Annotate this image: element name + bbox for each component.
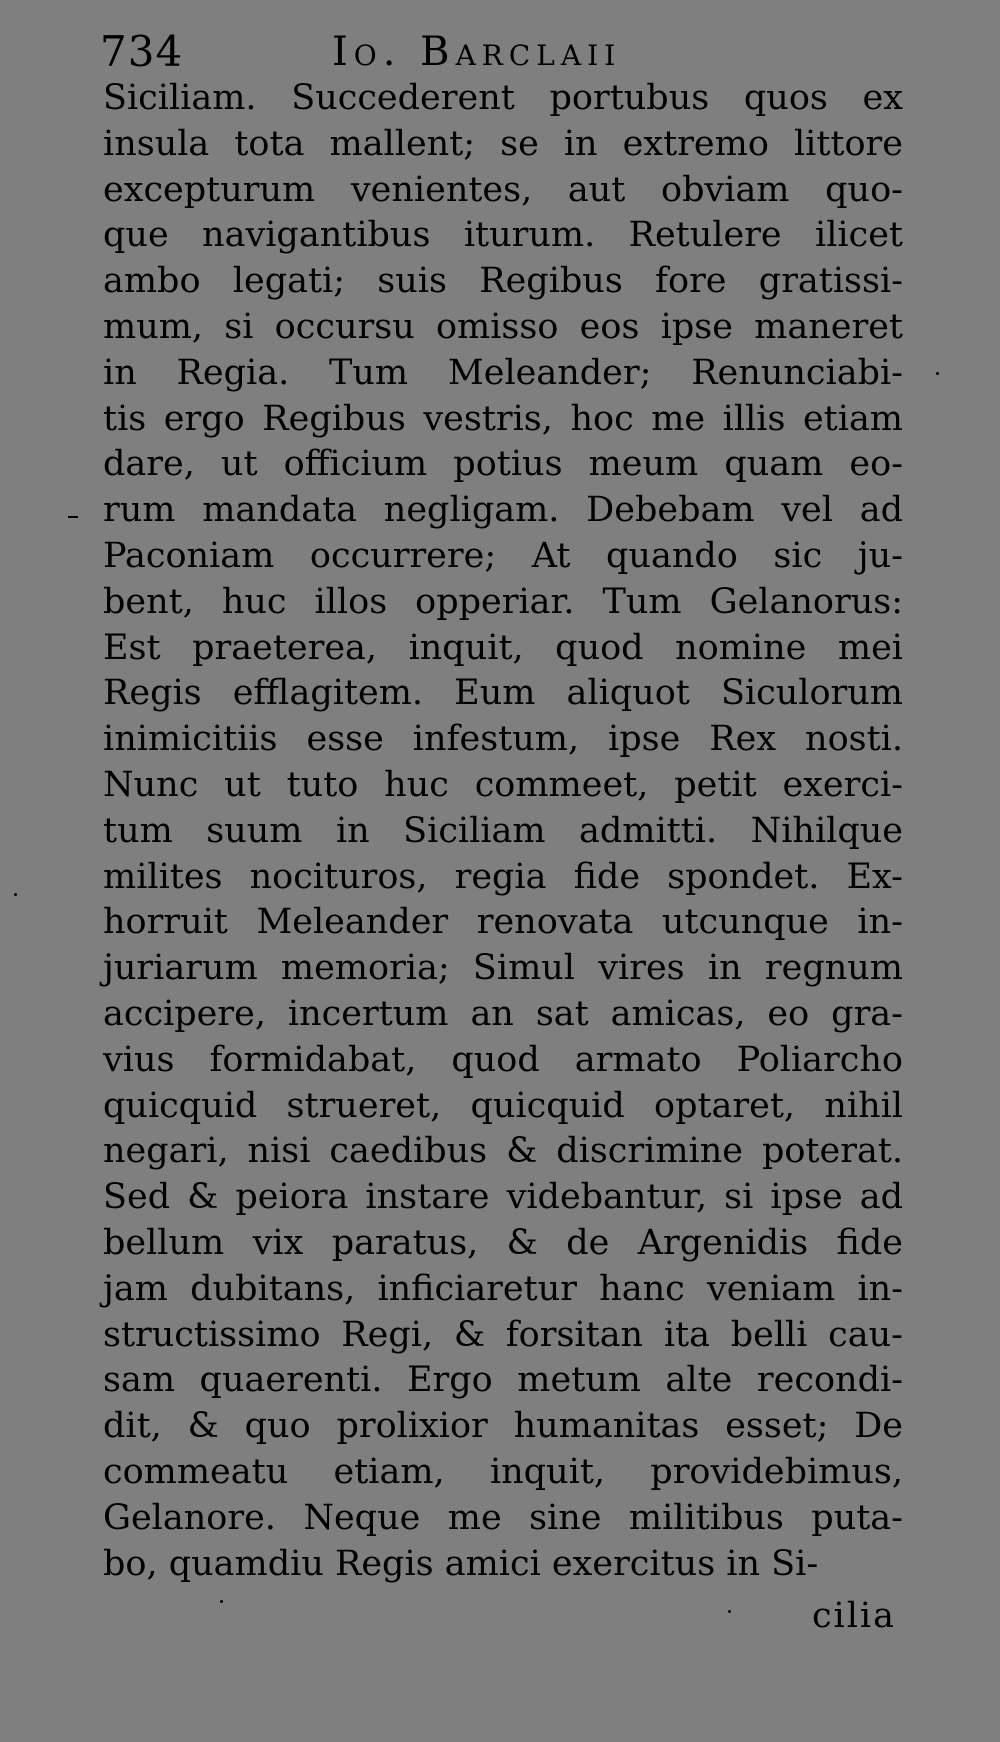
text-line: rum mandata negligam. Debebam vel ad	[103, 490, 903, 531]
body-text	[103, 76, 903, 1587]
page-header	[100, 22, 900, 82]
text-line: Sed & peiora instare videbantur, si ipse ad	[103, 1177, 903, 1218]
text-line: bent, huc illos opperiar. Tum Gelanorus:	[103, 581, 903, 622]
catchword: cilia	[811, 1596, 896, 1636]
text-line: dit, & quo prolixior humanitas esset; De	[103, 1406, 903, 1447]
text-line: Gelanore. Neque me sine militibus puta-	[103, 1497, 903, 1538]
text-line: bo, quamdiu Regis amici exercitus in Si-	[103, 1543, 819, 1584]
paper-speck	[14, 893, 17, 896]
text-line: inimicitiis esse infestum, ipse Rex nosti.	[103, 719, 903, 760]
text-line: Regis efflagitem. Eum aliquot Siculorum	[103, 673, 903, 714]
text-line: milites nocituros, regia fide spondet. Ex-	[103, 856, 903, 897]
text-line: Paconiam occurrere; At quando sic ju-	[103, 535, 903, 576]
text-line: tis ergo Regibus vestris, hoc me illis etiam	[103, 398, 903, 439]
text-line: jam dubitans, inficiaretur hanc veniam in-	[103, 1268, 903, 1309]
running-head: Io. Barclaii	[332, 29, 622, 75]
text-line: Est praeterea, inquit, quod nomine mei	[103, 627, 903, 668]
text-line: excepturum venientes, aut obviam quo-	[103, 169, 903, 210]
text-line: quicquid strueret, quicquid optaret, nihil	[103, 1085, 903, 1126]
text-line: juriarum memoria; Simul vires in regnum	[103, 948, 903, 989]
text-line: bellum vix paratus, & de Argenidis fide	[103, 1222, 903, 1263]
text-line: Nunc ut tuto huc commeet, petit exerci-	[103, 764, 903, 805]
text-line: sam quaerenti. Ergo metum alte recondi-	[103, 1360, 903, 1401]
text-line: vius formidabat, quod armato Poliarcho	[103, 1039, 903, 1080]
text-line: in Regia. Tum Meleander; Renunciabi-	[103, 352, 903, 393]
paper-speck	[728, 1610, 731, 1613]
text-line: tum suum in Siciliam admitti. Nihilque	[103, 810, 903, 851]
text-line: negari, nisi caedibus & discrimine poterat.	[103, 1131, 903, 1172]
text-line: que navigantibus iturum. Retulere ilicet	[103, 215, 903, 256]
text-line: mum, si occursu omisso eos ipse maneret	[103, 306, 903, 347]
text-line: ambo legati; suis Regibus fore gratissi-	[103, 261, 903, 302]
text-line: dare, ut officium potius meum quam eo-	[103, 444, 903, 485]
text-line: structissimo Regi, & forsitan ita belli cau-	[103, 1314, 903, 1355]
margin-mark	[68, 516, 78, 518]
text-line: commeatu etiam, inquit, providebimus,	[103, 1451, 903, 1492]
text-line: Siciliam. Succederent portubus quos ex	[103, 78, 903, 118]
text-line: accipere, incertum an sat amicas, eo gra-	[103, 993, 903, 1034]
paper-speck	[220, 1600, 223, 1603]
paper-speck	[936, 372, 939, 375]
page-number: 734	[100, 27, 184, 76]
text-line: horruit Meleander renovata utcunque in-	[103, 902, 903, 943]
text-line: insula tota mallent; se in extremo littore	[103, 123, 903, 164]
